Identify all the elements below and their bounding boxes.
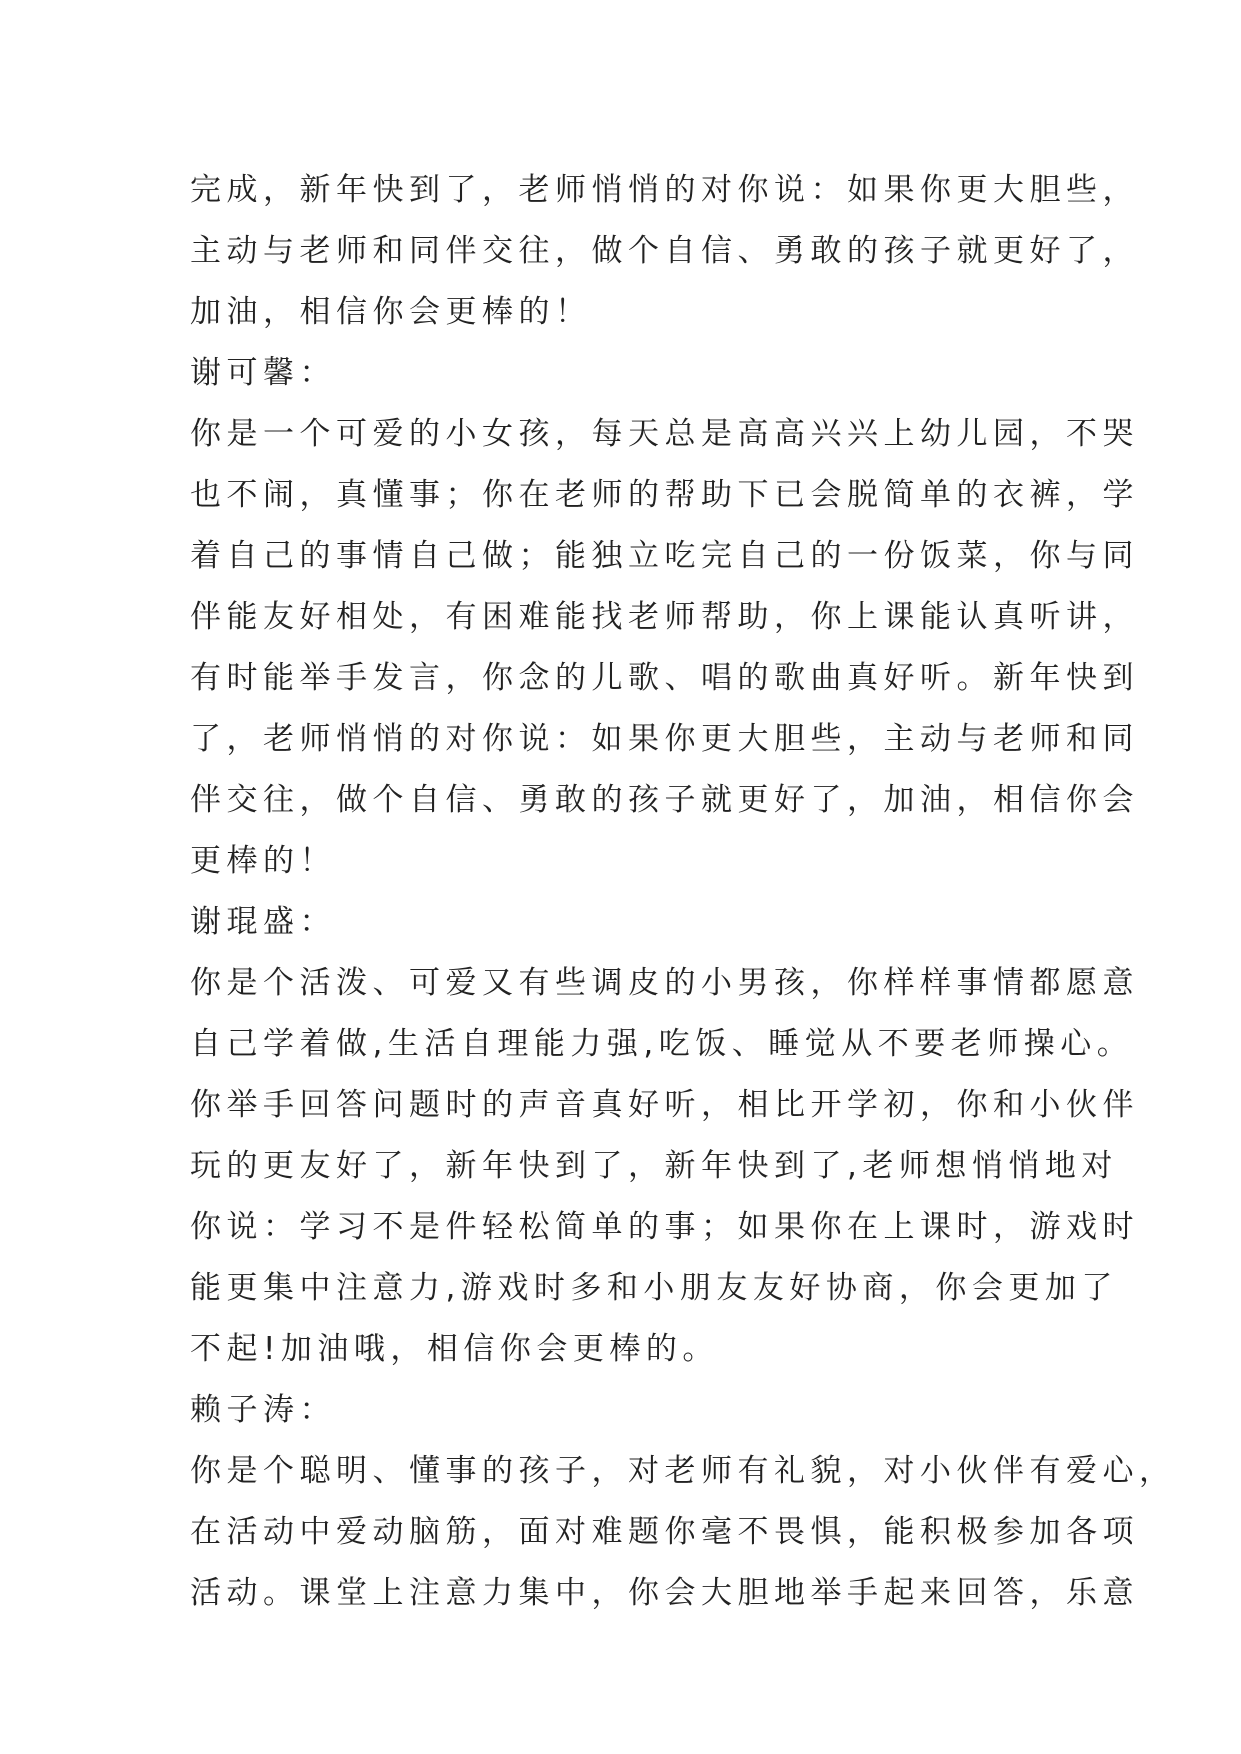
text-line: 更棒的！ [190,843,336,879]
document-body [190,160,1176,1624]
student-name-heading: 谢可馨： [190,355,336,391]
text-line: 不起!加油哦，相信你会更棒的。 [190,1331,719,1367]
text-line: 你是个活泼、可爱又有些调皮的小男孩，你样样事情都愿意 [190,965,1139,1001]
text-line: 能更集中注意力,游戏时多和小朋友友好协商，你会更加了 [190,1270,1118,1306]
text-line: 了，老师悄悄的对你说：如果你更大胆些，主动与老师和同 [190,721,1139,757]
text-line: 有时能举手发言，你念的儿歌、唱的歌曲真好听。新年快到 [190,660,1139,696]
text-line: 你说：学习不是件轻松简单的事；如果你在上课时，游戏时 [190,1209,1139,1245]
text-line: 活动。课堂上注意力集中，你会大胆地举手起来回答，乐意 [190,1575,1139,1611]
text-line: 玩的更友好了，新年快到了，新年快到了,老师想悄悄地对 [190,1148,1118,1184]
text-line: 完成，新年快到了，老师悄悄的对你说：如果你更大胆些， [190,172,1139,208]
student-name-heading: 赖子涛： [190,1392,336,1428]
text-line: 也不闹，真懂事；你在老师的帮助下已会脱简单的衣裤，学 [190,477,1139,513]
text-line: 自己学着做,生活自理能力强,吃饭、睡觉从不要老师操心。 [190,1026,1134,1062]
text-line: 伴能友好相处，有困难能找老师帮助，你上课能认真听讲， [190,599,1139,635]
text-line: 你是一个可爱的小女孩，每天总是高高兴兴上幼儿园，不哭 [190,416,1139,452]
student-name-heading: 谢琨盛： [190,904,336,940]
text-line: 加油，相信你会更棒的！ [190,294,592,330]
text-line: 你举手回答问题时的声音真好听，相比开学初，你和小伙伴 [190,1087,1139,1123]
text-line: 着自己的事情自己做；能独立吃完自己的一份饭菜，你与同 [190,538,1139,574]
text-line: 伴交往，做个自信、勇敢的孩子就更好了，加油，相信你会 [190,782,1139,818]
text-line: 你是个聪明、懂事的孩子，对老师有礼貌，对小伙伴有爱心， [190,1453,1176,1489]
text-line: 在活动中爱动脑筋，面对难题你毫不畏惧，能积极参加各项 [190,1514,1139,1550]
text-line: 主动与老师和同伴交往，做个自信、勇敢的孩子就更好了， [190,233,1139,269]
